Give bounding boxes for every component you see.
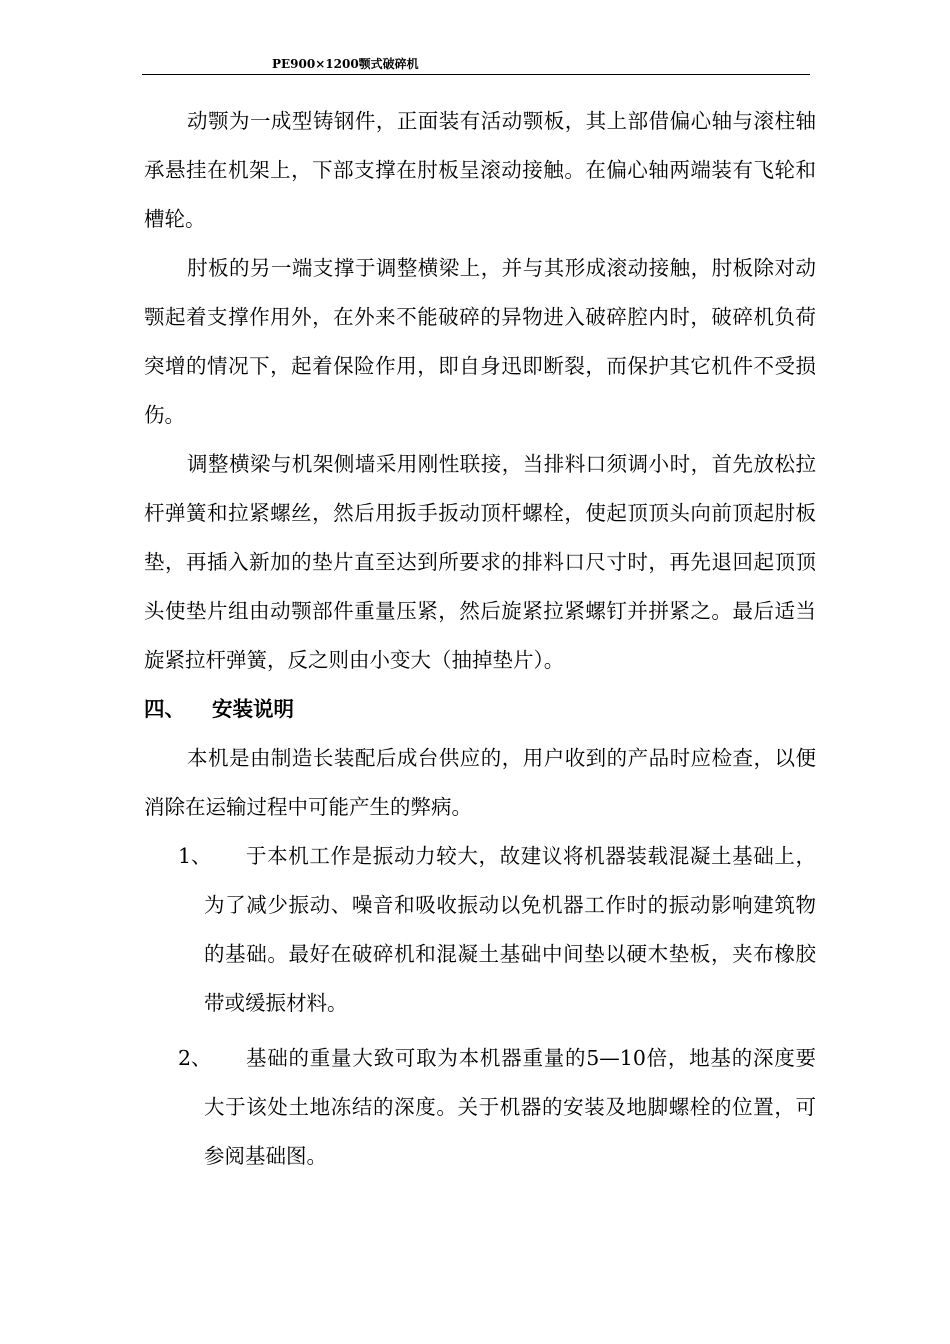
section-heading [144,685,816,734]
page-header [142,56,810,75]
list-item [144,832,816,1028]
list-item-number: 2、 [178,1046,212,1070]
list-item-text: 基础的重量大致可取为本机器重量的5—10倍，地基的深度要大于该处土地冻结的深度。关于机器的安装及地脚螺栓的位置，可参阅基础图。 [204,1046,816,1168]
list-item-text: 于本机工作是振动力较大，故建议将机器装载混凝土基础上，为了减少振动、噪音和吸收振动以免机器工作时的振动影响建筑物的基础。最好在破碎机和混凝土基础中间垫以硬木垫板，夹布橡胶带或缓振材料。 [204,844,816,1015]
section-title: 安装说明 [212,697,294,721]
paragraph-adjusting-beam: 调整横梁与机架侧墙采用刚性联接，当排料口须调小时，首先放松拉杆弹簧和拉紧螺丝，然后用扳手扳动顶杆螺栓，使起顶顶头向前顶起肘板垫，再插入新加的垫片直至达到所要求的排料口尺寸时，再先退回起顶顶头使垫片组由动颚部件重量压紧，然后旋紧拉紧螺钉并拼紧之。最后适当旋紧拉杆弹簧，反之则由小变大（抽掉垫片）。 [144,452,816,672]
document-body [144,97,816,1181]
section-intro: 本机是由制造长装配后成台供应的，用户收到的产品时应检查，以便消除在运输过程中可能产生的弊病。 [144,746,816,819]
paragraph-moving-jaw: 动颚为一成型铸钢件，正面装有活动颚板，其上部借偏心轴与滚柱轴承悬挂在机架上，下部支撑在肘板呈滚动接触。在偏心轴两端装有飞轮和槽轮。 [144,109,816,231]
section-number: 四、 [144,697,185,721]
list-item-number: 1、 [178,844,212,868]
paragraph-toggle-plate: 肘板的另一端支撑于调整横梁上，并与其形成滚动接触，肘板除对动颚起着支撑作用外，在外来不能破碎的异物进入破碎腔内时，破碎机负荷突增的情况下，起着保险作用，即自身迅即断裂，而保护其它机件不受损伤。 [144,256,816,427]
list-item [144,1034,816,1181]
header-title: PE900×1200颚式破碎机 [272,57,419,71]
